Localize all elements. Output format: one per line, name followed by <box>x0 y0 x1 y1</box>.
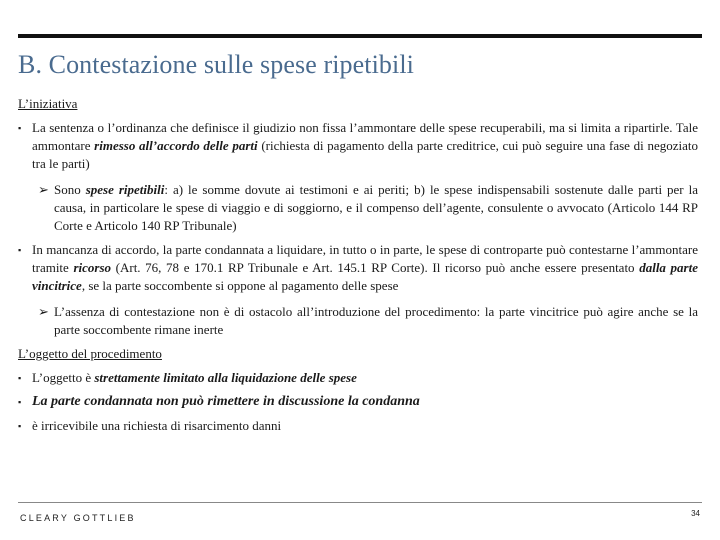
sub-bullet-item: ➢ L’assenza di contestazione non è di ostacolo all’introduzione del procedimento: la parte vincitrice può agire anche se la parte soccombente rimane inerte <box>38 304 698 337</box>
section-heading-iniziativa: L’iniziativa <box>18 96 78 111</box>
footer-rule <box>18 502 702 503</box>
bullet-icon: ▪ <box>18 123 22 133</box>
page-number: 34 <box>691 509 700 518</box>
cleary-gottlieb-logo: CLEARY GOTTLIEB <box>20 513 136 523</box>
bullet-icon: ▪ <box>18 245 22 255</box>
arrow-bullet-icon: ➢ <box>38 182 49 197</box>
bullet-item: ▪ La sentenza o l’ordinanza che definisce il giudizio non fissa l’ammontare delle spese recuperabili, ma si limita a ripartirle. Tale ammontare rimesso all’accordo delle parti (richiesta di pagamento della parte creditrice, cui può seguire una fase di negoziato tra le parti) <box>18 120 698 171</box>
bullet-icon: ▪ <box>18 373 22 383</box>
bullet-icon: ▪ <box>18 421 22 431</box>
bullet-item: ▪ In mancanza di accordo, la parte condannata a liquidare, in tutto o in parte, le spese di controparte può contestarne l’ammontare tramite ricorso (Art. 76, 78 e 170.1 RP Tribunale e Art. 145.1 RP Corte). Il ricorso può anche essere presentato dalla parte vincitrice, se la parte soccombente si oppone al pagamento delle spese <box>18 242 698 293</box>
bullet-item: ▪ La parte condannata non può rimettere in discussione la condanna <box>18 394 420 409</box>
slide-content <box>18 95 698 435</box>
bullet-icon: ▪ <box>18 397 22 407</box>
section-heading-oggetto: L’oggetto del procedimento <box>18 346 162 361</box>
top-rule <box>18 34 702 38</box>
arrow-bullet-icon: ➢ <box>38 304 49 319</box>
sub-bullet-item: ➢ Sono spese ripetibili: a) le somme dovute ai testimoni e ai periti; b) le spese indispensabili sostenute dalle parti per la causa, in particolare le spese di viaggio e di soggiorno, e il compenso dell’agente, consulente o avvocato (Articolo 144 RP Corte e Articolo 140 RP Tribunale) <box>38 182 698 233</box>
bullet-item: ▪ L’oggetto è strettamente limitato alla liquidazione delle spese <box>18 370 357 385</box>
slide-title: B. Contestazione sulle spese ripetibili <box>18 50 414 79</box>
bullet-item: ▪ è irricevibile una richiesta di risarcimento danni <box>18 418 282 433</box>
